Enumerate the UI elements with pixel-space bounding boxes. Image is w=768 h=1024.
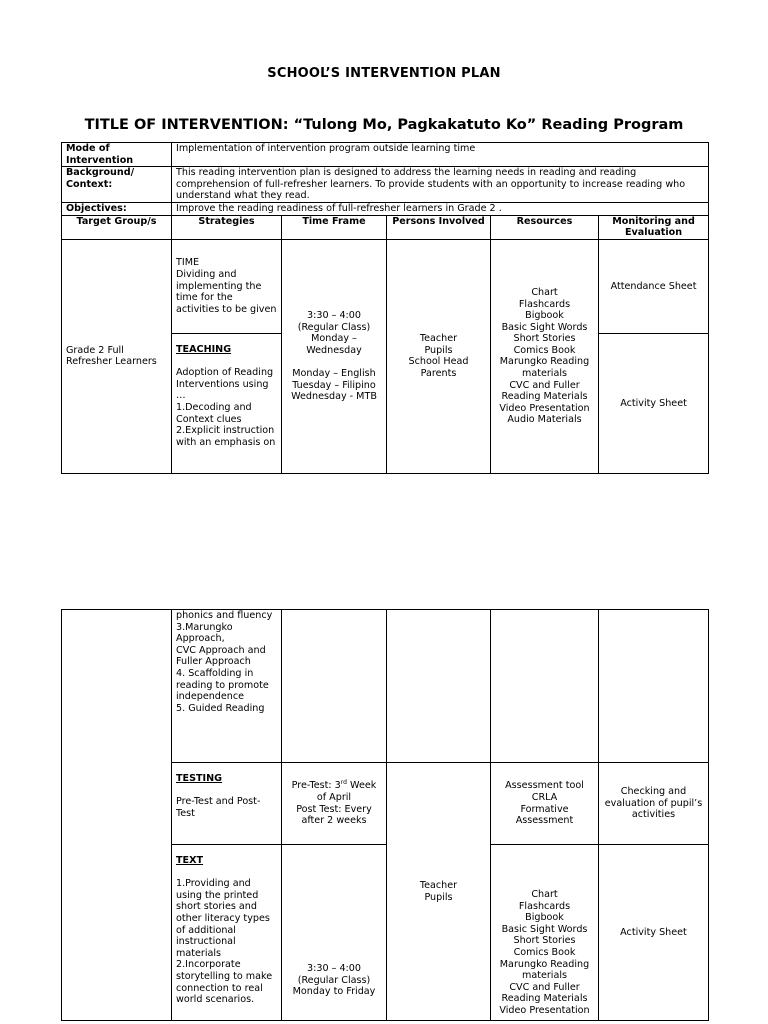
spacer: [286, 356, 382, 368]
header-persons-involved: Persons Involved: [387, 215, 491, 239]
resources-cell: [491, 239, 599, 473]
time-frame-line: 3:30 – 4:00: [307, 963, 361, 975]
resource-item: Basic Sight Words: [501, 923, 588, 935]
monitoring-attendance: Attendance Sheet: [599, 239, 709, 333]
header-strategies: Strategies: [172, 215, 282, 239]
spacer: [176, 356, 277, 368]
strategy-teaching-item: 1.Decoding and Context clues: [176, 401, 252, 425]
background-row: [62, 167, 709, 203]
text-strategy-line: world scenarios.: [176, 994, 255, 1006]
teaching-line: CVC Approach and: [176, 644, 266, 656]
resource-item: Formative: [520, 803, 569, 815]
resource-item: Basic Sight Words: [501, 321, 588, 333]
time-frame-line: Monday – English: [292, 368, 376, 380]
resource-item: Flashcards: [518, 298, 571, 310]
persons-cell-page2: [387, 763, 491, 1021]
strategy-teaching-text: Adoption of Reading Interventions using …: [176, 367, 274, 402]
person-item: Pupils: [424, 344, 453, 356]
person-item: Teacher: [419, 333, 458, 345]
time-row: [62, 239, 709, 333]
pre-test-rest: Week of April: [316, 780, 377, 803]
strategy-text-heading: TEXT: [176, 855, 204, 866]
strategy-teaching: [172, 333, 282, 473]
header-resources: Resources: [491, 215, 599, 239]
header-monitoring: Monitoring and Evaluation: [599, 215, 709, 239]
time-frame-line: Wednesday - MTB: [291, 391, 377, 403]
teaching-line: 5. Guided Reading: [176, 702, 265, 714]
resource-item: Audio Materials: [507, 414, 582, 426]
resource-item: Flashcards: [518, 900, 571, 912]
monitoring-activity: Activity Sheet: [599, 333, 709, 473]
resource-item: Comics Book: [513, 344, 576, 356]
text-strategy-line: other literacy types: [176, 912, 270, 924]
resource-item: Marungko Reading: [499, 958, 590, 970]
teaching-line: Fuller Approach: [176, 656, 251, 668]
text-strategy-line: storytelling to make: [176, 970, 273, 982]
resource-item: CVC and Fuller: [509, 379, 580, 391]
teaching-line: reading to promote: [176, 679, 269, 691]
strategy-teaching-item: 2.Explicit instruction with an emphasis on: [176, 425, 276, 448]
strategy-time: [172, 239, 282, 333]
resource-item: CVC and Fuller: [509, 981, 580, 993]
testing-monitoring: Checking and evaluation of pupil’s activities: [599, 763, 709, 845]
objectives-label: Objectives:: [62, 203, 172, 216]
mode-row: [62, 143, 709, 167]
resource-item: CRLA: [531, 791, 558, 803]
target-group-cell: Grade 2 Full Refresher Learners: [62, 239, 172, 473]
person-item: Parents: [420, 368, 457, 380]
resource-item: Short Stories: [513, 935, 576, 947]
header-row: [62, 215, 709, 239]
text-strategy-line: 2.Incorporate: [176, 959, 241, 971]
teaching-continued-row: [62, 610, 709, 763]
text-strategy-line: instructional: [176, 936, 236, 948]
teaching-line: Approach,: [176, 633, 225, 645]
header-target-group: Target Group/s: [62, 215, 172, 239]
strategy-text: [172, 845, 282, 1021]
time-frame-line: Wednesday: [306, 344, 362, 356]
background-label: Background/ Context:: [62, 167, 172, 203]
text-strategy-line: of additional: [176, 924, 236, 936]
monitoring-continued: [599, 610, 709, 763]
resources-continued: [491, 610, 599, 763]
teaching-line: phonics and fluency: [176, 610, 273, 621]
text-strategy-line: 1.Providing and: [176, 878, 251, 890]
person-item: Teacher: [419, 879, 458, 891]
spacer: [176, 785, 277, 797]
resource-item: Bigbook: [525, 310, 564, 322]
resource-item: Chart: [531, 889, 558, 900]
intervention-plan-table-page2: [61, 609, 709, 1021]
person-item: Pupils: [424, 891, 453, 903]
testing-time-frame: [282, 763, 387, 845]
intervention-plan-table-page1: [61, 142, 709, 474]
time-frame-line: Monday to Friday: [292, 986, 376, 998]
strategy-testing-text: Pre-Test and Post-Test: [176, 796, 261, 819]
resource-item: materials: [521, 368, 568, 380]
resource-item: Video Presentation: [499, 1004, 590, 1016]
document-title: SCHOOL’S INTERVENTION PLAN: [267, 66, 501, 81]
persons-continued: [387, 610, 491, 763]
teaching-line: 3.Marungko: [176, 621, 233, 633]
objectives-value: Improve the reading readiness of full-refresher learners in Grade 2 .: [172, 203, 709, 216]
resource-item: Reading Materials: [501, 391, 588, 403]
time-frame-line: (Regular Class): [297, 321, 371, 333]
text-resources: [491, 845, 599, 1021]
text-time-frame: [282, 845, 387, 1021]
time-frame-line: 3:30 – 4:00: [307, 310, 361, 322]
resource-item: Marungko Reading: [499, 356, 590, 368]
strategy-testing: [172, 763, 282, 845]
pre-test-ordinal: rd: [340, 779, 347, 787]
strategy-time-heading: TIME: [176, 257, 200, 269]
time-frame-continued: [282, 610, 387, 763]
strategy-teaching-heading: TEACHING: [176, 343, 232, 355]
post-test-label: Post Test: Every after 2 weeks: [296, 803, 372, 827]
teaching-line: independence: [176, 691, 245, 703]
text-strategy-line: materials: [176, 947, 222, 959]
strategy-time-text: Dividing and implementing the time for the activities to be given: [176, 269, 277, 315]
resource-item: Assessment: [515, 815, 574, 827]
objectives-row: [62, 203, 709, 216]
text-strategy-line: using the printed: [176, 889, 259, 901]
time-frame-line: (Regular Class): [297, 974, 371, 986]
background-value: This reading intervention plan is designed to address the learning needs in reading and reading comprehension of full-refresher learners. To provide students with an opportunity to increase reading who understand what they read.: [172, 167, 709, 203]
strategy-testing-heading: TESTING: [176, 773, 223, 784]
text-strategy-line: connection to real: [176, 982, 263, 994]
mode-value: Implementation of intervention program outside learning time: [172, 143, 709, 167]
resource-item: Assessment tool: [505, 780, 584, 792]
resource-item: Short Stories: [513, 333, 576, 345]
intervention-title: TITLE OF INTERVENTION: “Tulong Mo, Pagkakatuto Ko” Reading Program: [84, 117, 684, 133]
person-item: School Head: [408, 356, 469, 368]
pre-test-label: Pre-Test: 3: [291, 780, 341, 792]
spacer: [176, 867, 277, 879]
resource-item: Video Presentation: [499, 402, 590, 414]
time-frame-line: Monday –: [311, 333, 357, 345]
text-strategy-line: short stories and: [176, 901, 257, 913]
time-frame-cell: [282, 239, 387, 473]
mode-label: Mode of Intervention: [62, 143, 172, 167]
header-time-frame: Time Frame: [282, 215, 387, 239]
testing-resources: [491, 763, 599, 845]
time-frame-line: Tuesday – Filipino: [292, 379, 376, 391]
teaching-line: 4. Scaffolding in: [176, 667, 254, 679]
resource-item: Chart: [531, 286, 558, 298]
strategy-teaching-continued: [172, 610, 282, 763]
text-monitoring: Activity Sheet: [599, 845, 709, 1021]
target-group-continued: [62, 610, 172, 1021]
persons-cell: [387, 239, 491, 473]
resource-item: Bigbook: [525, 912, 564, 924]
resource-item: Reading Materials: [501, 993, 588, 1005]
resource-item: Comics Book: [513, 946, 576, 958]
resource-item: materials: [521, 970, 568, 982]
